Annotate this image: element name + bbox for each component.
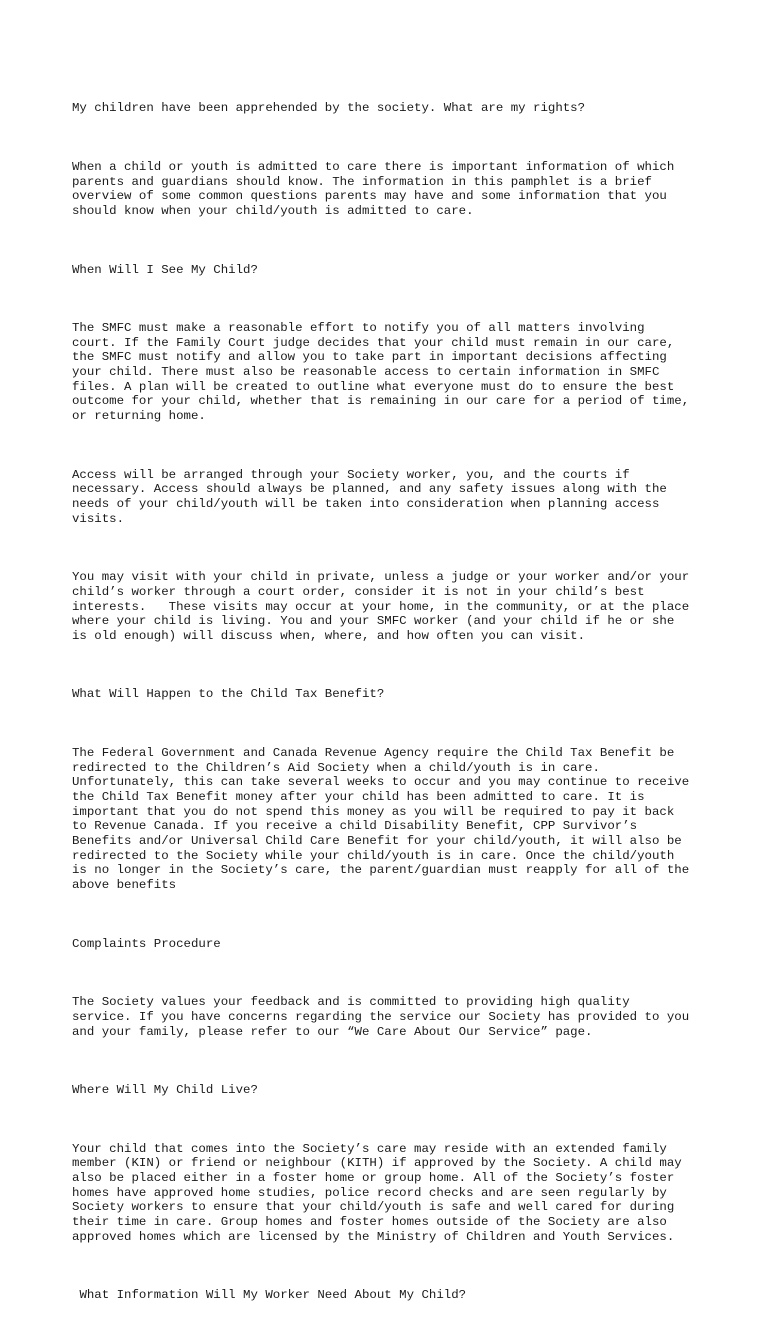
paragraph-access: Access will be arranged through your Society worker, you, and the courts if necessary. Access should always be planned, and any safety issues along with the needs of your child/youth will be taken into consideration when planning access visits. [72,467,667,526]
document-page [72,72,712,1332]
section-heading-see-child: When Will I See My Child? [72,262,258,277]
section-heading-where-live: Where Will My Child Live? [72,1083,258,1098]
intro-paragraph: When a child or youth is admitted to care there is important information of which parents and guardians should know. The information in this pamphlet is a brief overview of some common questions parents may have and some information that you should know when your child/youth is admitted to care. [72,159,675,218]
section-heading-tax-benefit: What Will Happen to the Child Tax Benefit? [72,687,385,702]
document-title: My children have been apprehended by the society. What are my rights? [72,101,586,116]
paragraph-where-live: Your child that comes into the Society’s care may reside with an extended family member (KIN) or friend or neighbour (KITH) if approved by the Society. A child may also be placed either in a foster home or group home. All of the Society’s foster homes have approved home studies, police record checks and are seen regularly by Society workers to ensure that your child/youth is safe and well cared for during their time in care. Group homes and foster homes outside of the Society are also approved homes which are licensed by the Ministry of Children and Youth Services. [72,1141,682,1244]
paragraph-tax-benefit: The Federal Government and Canada Revenue Agency require the Child Tax Benefit be redirected to the Children’s Aid Society when a child/youth is in care. Unfortunately, this can take several weeks to occur and you may continue to receive the Child Tax Benefit money after your child has been admitted to care. It is important that you do not spend this money as you will be required to pay it back to Revenue Canada. If you receive a child Disability Benefit, CPP Survivor’s Benefits and/or Universal Child Care Benefit for your child/youth, it will also be redirected to the Society while your child/youth is in care. Once the child/youth is no longer in the Society’s care, the parent/guardian must reapply for all of the above benefits [72,746,690,892]
section-heading-worker-info: What Information Will My Worker Need About My Child? [72,1288,467,1303]
paragraph-complaints: The Society values your feedback and is committed to providing high quality service. If you have concerns regarding the service our Society has provided to you and your family, please refer to our “We Care About Our Service” page. [72,995,690,1039]
paragraph-visits: You may visit with your child in private, unless a judge or your worker and/or your child’s worker through a court order, consider it is not in your child’s best interests. These visits may occur at your home, in the community, or at the place where your child is living. You and your SMFC worker (and your child if he or she is old enough) will discuss when, where, and how often you can visit. [72,570,690,643]
paragraph-notify: The SMFC must make a reasonable effort to notify you of all matters involving court. If the Family Court judge decides that your child must remain in our care, the SMFC must notify and allow you to take part in important decisions affecting your child. There must also be reasonable access to certain information in SMFC files. A plan will be created to outline what everyone must do to ensure the best outcome for your child, whether that is remaining in our care for a period of time, or returning home. [72,321,690,424]
section-heading-complaints: Complaints Procedure [72,936,221,951]
